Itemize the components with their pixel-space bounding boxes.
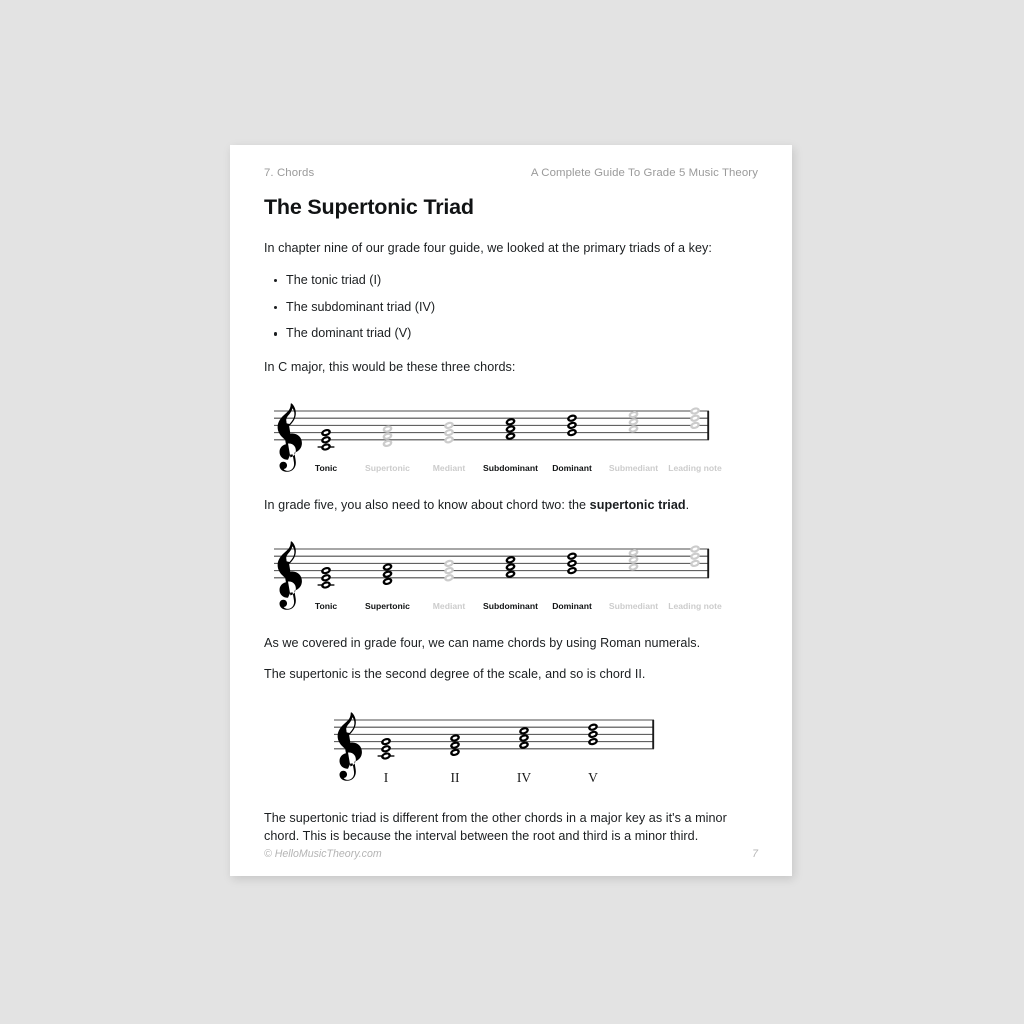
svg-text:Dominant: Dominant <box>552 462 592 473</box>
svg-text:I: I <box>383 770 389 786</box>
staff-svg-1 <box>264 391 758 479</box>
svg-text:Supertonic: Supertonic <box>365 600 410 611</box>
svg-text:V: V <box>588 770 598 786</box>
page-footer <box>264 848 758 860</box>
svg-text:II: II <box>450 770 460 786</box>
page-number: 7 <box>752 848 758 860</box>
svg-text:Mediant: Mediant <box>432 462 466 473</box>
document-page <box>230 145 792 876</box>
svg-text:Submediant: Submediant <box>608 462 659 473</box>
staff-svg-2 <box>264 529 758 617</box>
svg-text:Tonic: Tonic <box>314 600 338 611</box>
list-item: The tonic triad (I) <box>286 272 758 290</box>
svg-text:Submediant: Submediant <box>608 600 659 611</box>
grade-five-paragraph <box>264 497 758 515</box>
intro-paragraph: In chapter nine of our grade four guide, we looked at the primary triads of a key: <box>264 241 712 255</box>
grade-five-prefix: In grade five, you also need to know about chord two: the <box>264 497 590 512</box>
book-title-label: A Complete Guide To Grade 5 Music Theory <box>530 167 758 179</box>
music-staff-roman-numerals <box>264 700 758 790</box>
list-item: The dominant triad (V) <box>286 325 758 343</box>
running-head <box>264 167 758 179</box>
staff-svg-3 <box>264 700 758 790</box>
svg-text:Subdominant: Subdominant <box>483 600 538 611</box>
music-staff-with-supertonic <box>264 529 758 617</box>
grade-five-suffix: . <box>685 497 690 512</box>
svg-text:IV: IV <box>516 770 532 786</box>
svg-text:Dominant: Dominant <box>552 600 592 611</box>
page-title: The Supertonic Triad <box>264 195 474 219</box>
svg-text:Tonic: Tonic <box>314 462 338 473</box>
list-item: The subdominant triad (IV) <box>286 299 758 317</box>
svg-text:Supertonic: Supertonic <box>365 462 410 473</box>
svg-text:Leading note: Leading note <box>668 600 722 611</box>
svg-text:Mediant: Mediant <box>432 600 466 611</box>
supertonic-triad-bold: supertonic triad <box>589 497 686 512</box>
chapter-label: 7. Chords <box>264 167 315 179</box>
roman-numerals-paragraph: As we covered in grade four, we can name chords by using Roman numerals. <box>264 635 701 650</box>
in-c-major-paragraph: In C major, this would be these three chords: <box>264 359 516 374</box>
svg-text:Subdominant: Subdominant <box>483 462 538 473</box>
music-staff-primary-triads <box>264 391 758 479</box>
closing-paragraph: The supertonic triad is different from the other chords in a major key as it's a minor chord. This is because the interval between the root and third is a minor third. <box>264 811 727 844</box>
primary-triads-list <box>264 272 758 343</box>
svg-text:Leading note: Leading note <box>668 462 722 473</box>
copyright-label: © HelloMusicTheory.com <box>264 848 382 860</box>
second-degree-paragraph: The supertonic is the second degree of the scale, and so is chord II. <box>264 667 646 682</box>
